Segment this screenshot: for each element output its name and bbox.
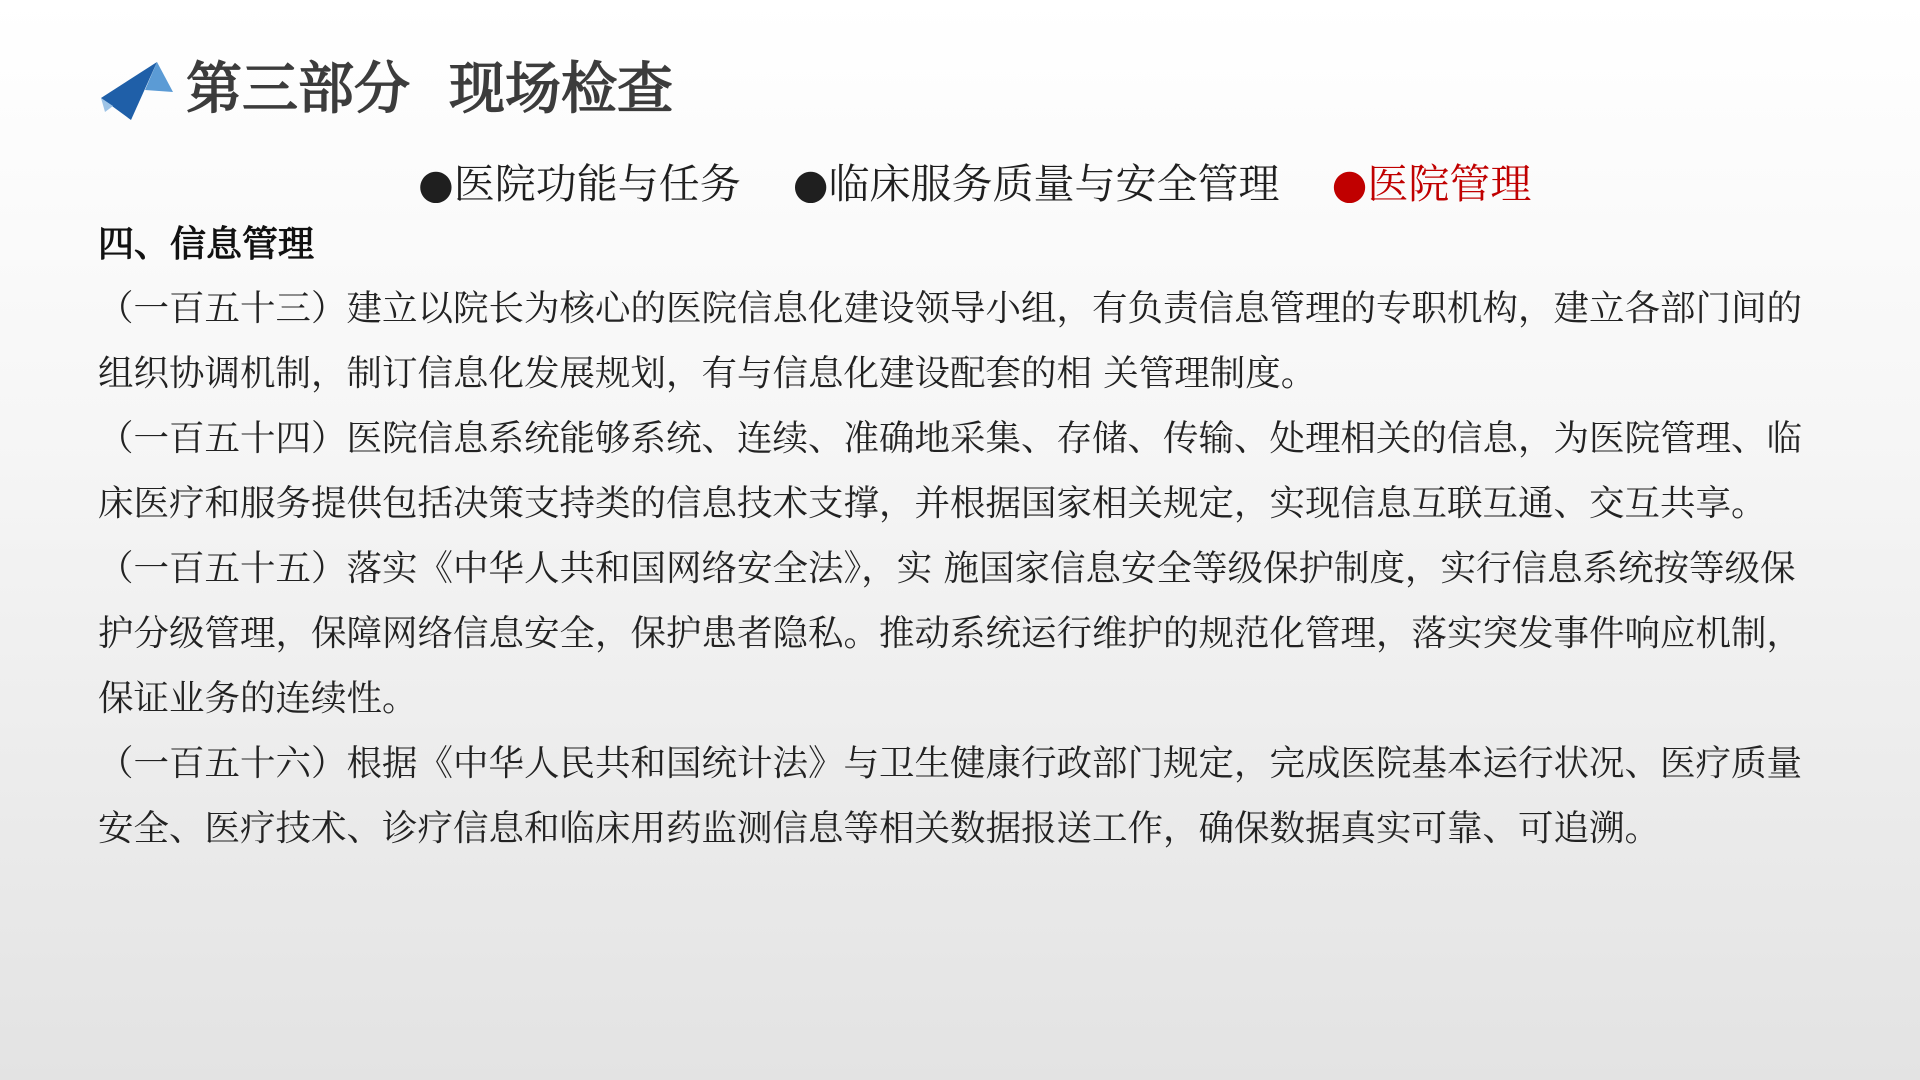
blue-triangle-arrow-icon xyxy=(101,62,173,120)
paragraph-153: （一百五十三）建立以院长为核心的医院信息化建设领导小组，有负责信息管理的专职机构，建立各部门间的组织协调机制，制订信息化发展规划，有与信息化建设配套的相 关管理制度。 xyxy=(98,288,1803,394)
paragraph-155: （一百五十五）落实《中华人共和国网络安全法》，实 施国家信息安全等级保护制度，实行信息系统按等级保护分级管理，保障网络信息安全，保护患者隐私。推动系统运行维护的规范化管理，落实突发事件响应机制，保证业务的连续性。 xyxy=(98,548,1803,719)
section-heading: 四、信息管理 xyxy=(98,224,315,265)
section-tabs xyxy=(418,154,1531,214)
tab-hospital-function[interactable]: ●医院功能与任务 xyxy=(418,160,741,208)
tab-hospital-management[interactable]: ●医院管理 xyxy=(1331,160,1532,208)
paragraph-156: （一百五十六）根据《中华人民共和国统计法》与卫生健康行政部门规定，完成医院基本运行状况、医疗质量安全、医疗技术、诊疗信息和临床用药监测信息等相关数据报送工作，确保数据真实可靠、可追溯。 xyxy=(98,743,1803,849)
page-title: 第三部分 现场检查 xyxy=(186,57,673,122)
tab-clinical-quality[interactable]: ●临床服务质量与安全管理 xyxy=(792,160,1280,208)
paragraph-154: （一百五十四）医院信息系统能够系统、连续、准确地采集、存储、传输、处理相关的信息，为医院管理、临床医疗和服务提供包括决策支持类的信息技术支撑，并根据国家相关规定，实现信息互联互通、交互共享。 xyxy=(98,418,1803,524)
section-content xyxy=(98,276,1818,861)
